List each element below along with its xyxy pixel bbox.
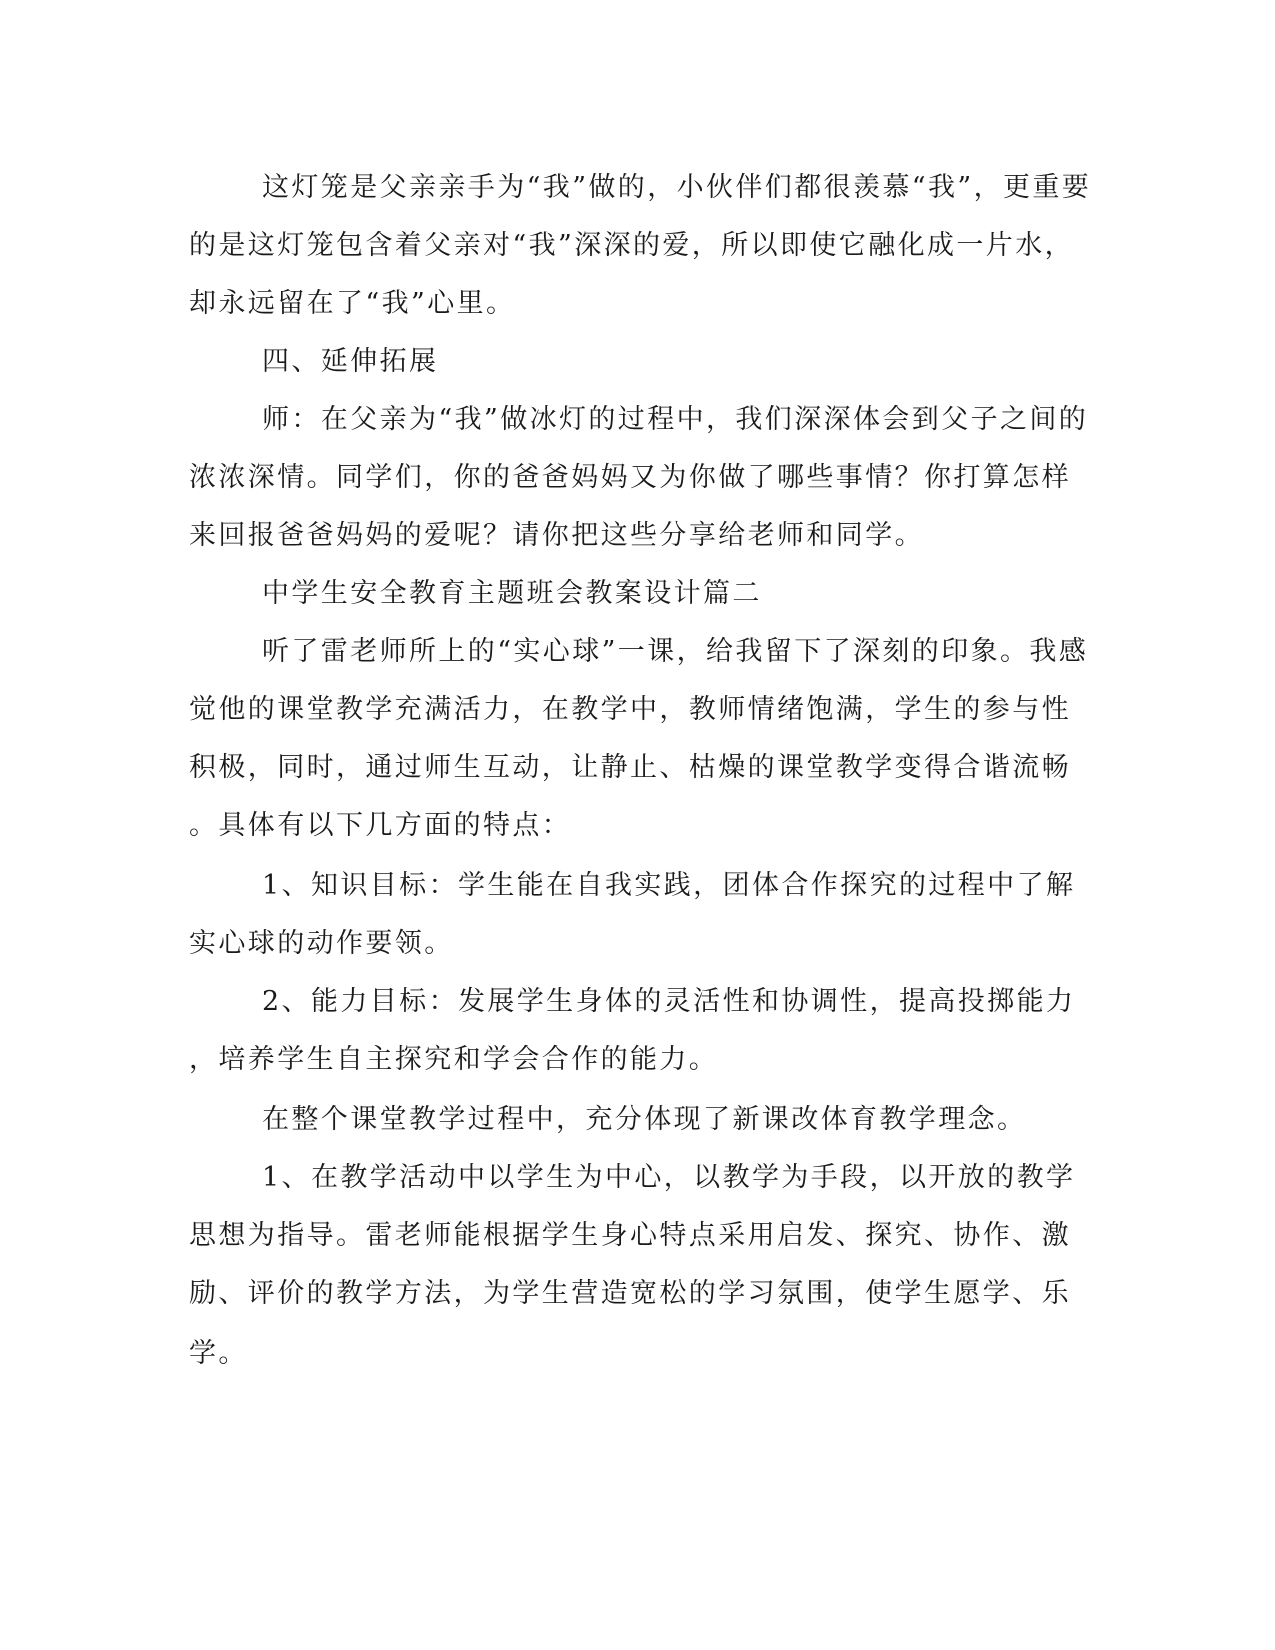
paragraph-line: 师：在父亲为“我”做冰灯的过程中，我们深深体会到父子之间的 (262, 404, 1089, 435)
paragraph-line: 积极，同时，通过师生互动，让静止、枯燥的课堂教学变得合谐流畅 (189, 752, 1071, 783)
section-heading: 四、延伸拓展 (262, 346, 439, 377)
paragraph-line: 思想为指导。雷老师能根据学生身心特点采用启发、探究、协作、激 (189, 1220, 1071, 1251)
paragraph-line: 这灯笼是父亲亲手为“我”做的，小伙伴们都很羡慕“我”，更重要 (262, 172, 1092, 203)
paragraph-line: 学。 (189, 1338, 248, 1369)
paragraph-line: 在整个课堂教学过程中，充分体现了新课改体育教学理念。 (262, 1104, 1027, 1135)
paragraph-line: ，培养学生自主探究和学会合作的能力。 (189, 1044, 719, 1075)
paragraph-line: 1、在教学活动中以学生为中心，以教学为手段，以开放的教学 (262, 1162, 1076, 1193)
paragraph-line: 实心球的动作要领。 (189, 928, 454, 959)
paragraph-line: 浓浓深情。同学们，你的爸爸妈妈又为你做了哪些事情？你打算怎样 (189, 462, 1071, 493)
paragraph-line: 。具体有以下几方面的特点： (189, 810, 572, 841)
section-heading: 中学生安全教育主题班会教案设计篇二 (262, 578, 762, 609)
paragraph-line: 的是这灯笼包含着父亲对“我”深深的爱，所以即使它融化成一片水， (189, 230, 1075, 261)
paragraph-line: 2、能力目标：发展学生身体的灵活性和协调性，提高投掷能力 (262, 986, 1076, 1017)
paragraph-line: 1、知识目标：学生能在自我实践，团体合作探究的过程中了解 (262, 870, 1076, 901)
paragraph-line: 来回报爸爸妈妈的爱呢？请你把这些分享给老师和同学。 (189, 520, 924, 551)
paragraph-line: 听了雷老师所上的“实心球”一课，给我留下了深刻的印象。我感 (262, 636, 1089, 667)
paragraph-line: 却永远留在了“我”心里。 (189, 288, 516, 319)
paragraph-line: 励、评价的教学方法，为学生营造宽松的学习氛围，使学生愿学、乐 (189, 1278, 1071, 1309)
paragraph-line: 觉他的课堂教学充满活力，在教学中，教师情绪饱满，学生的参与性 (189, 694, 1071, 725)
